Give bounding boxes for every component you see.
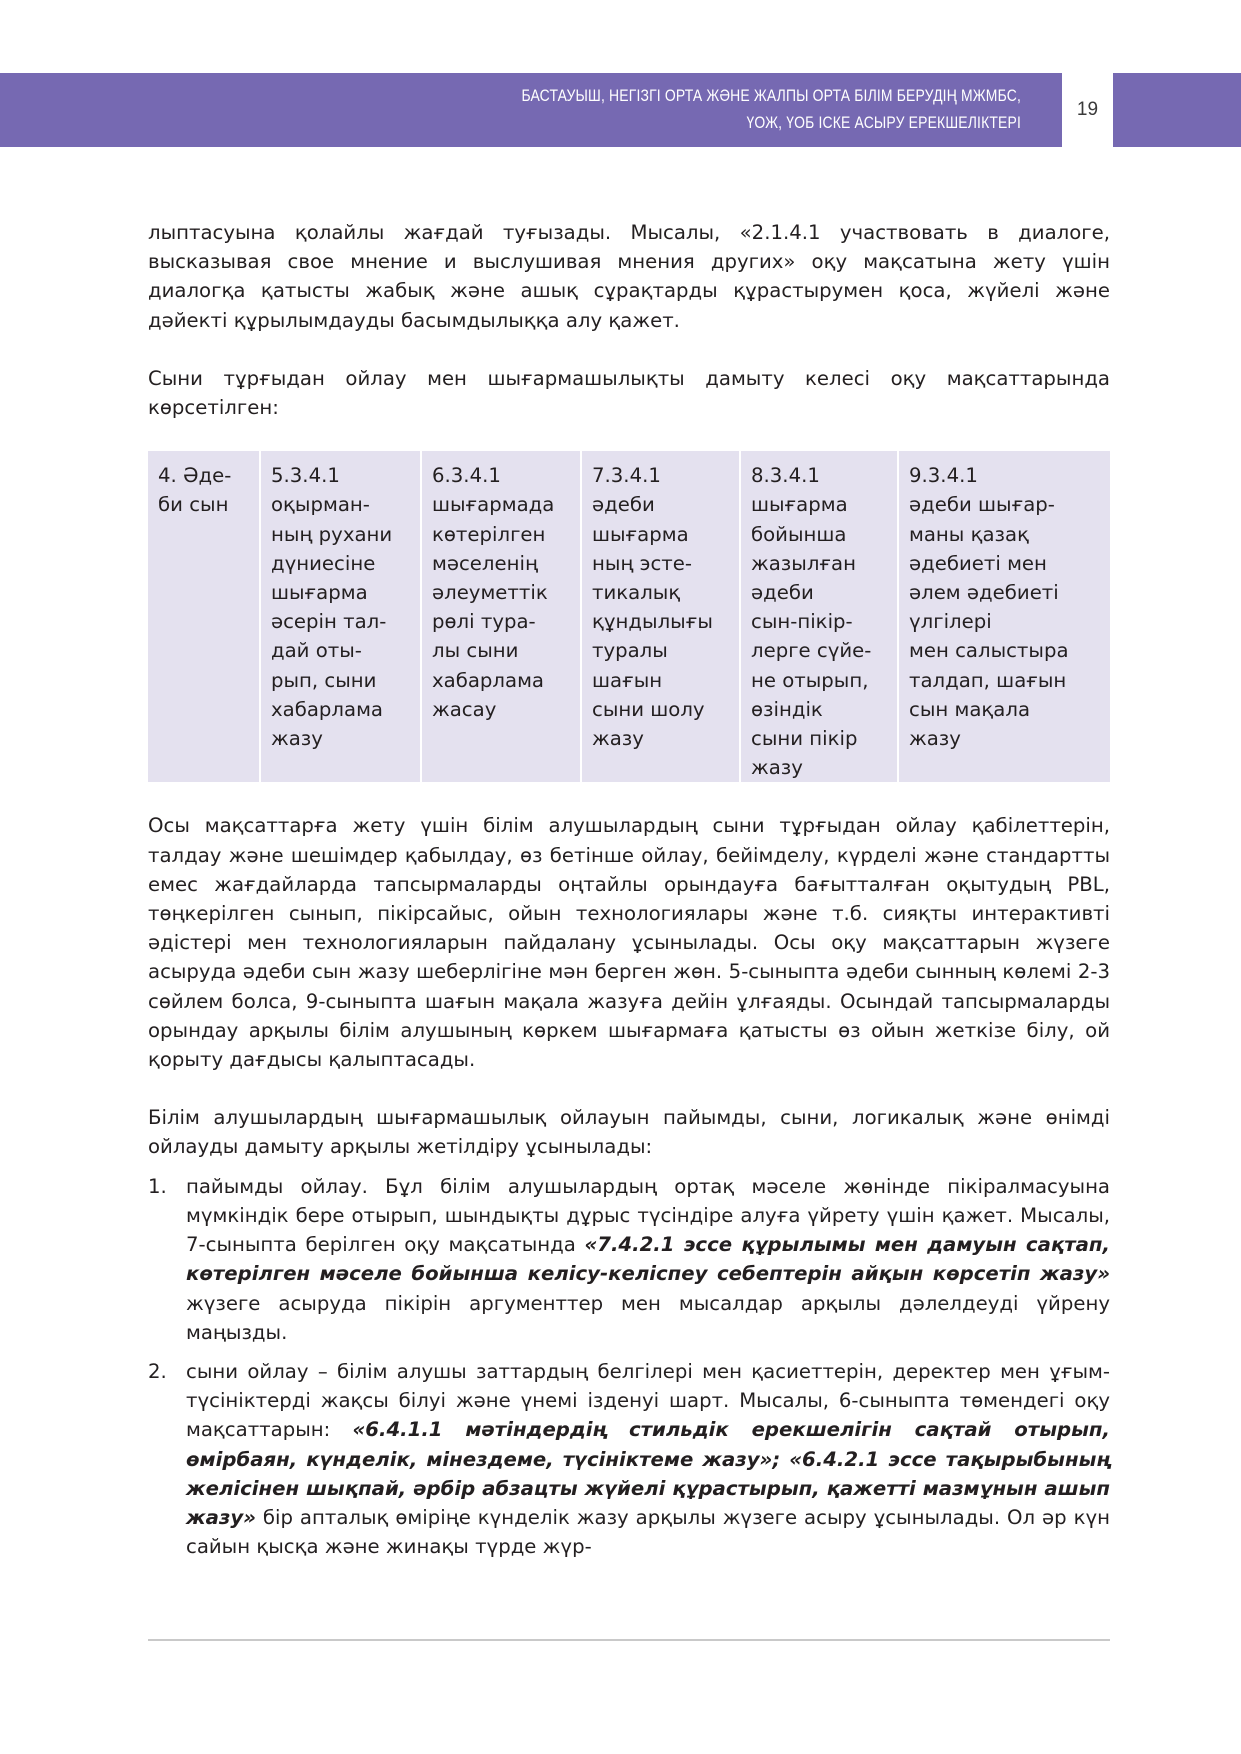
list-item bbox=[148, 1357, 1110, 1561]
running-header-line-2: ҮОЖ, ҮОБ ІСКЕ АСЫРУ ЕРЕКШЕЛІКТЕРІ bbox=[746, 113, 1021, 132]
list-item bbox=[148, 1172, 1110, 1347]
list-item-emphasis: «6.4.1.1 мәтіндердің стильдік ерекшелігін сақтай отырып, өмірбаян, күнделік, мінездеме, түсініктеме жазу»; «6.4.2.1 эссе тақырыбының желісінен шықпай, әрбір абзацты жүйелі құрастырып, қажетті мазмұнын ашып жазу» bbox=[186, 1418, 1110, 1529]
list-item-text: сыни ойлау – білім алушы заттардың белгілері мен қасиеттерін, деректер мен ұғым-түсініктерді жақсы білуі және үнемі ізденуі шарт. Мысалы, 6-сыныпта төмендегі оқу мақсаттарын: bbox=[186, 1359, 1110, 1442]
list-item-number: 2. bbox=[148, 1359, 167, 1383]
paragraph-4: Білім алушылардың шығармашылық ойлауын пайымды, сыни, логикалық және өнімді ойлауды дамыту арқылы жетілдіру ұсынылады: bbox=[148, 1106, 1110, 1159]
list-item-number: 1. bbox=[148, 1174, 167, 1198]
running-header-line-1: БАСТАУЫШ, НЕГІЗГІ ОРТА ЖӘНЕ ЖАЛПЫ ОРТА БІЛІМ БЕРУДІҢ МЖМБС, bbox=[521, 86, 1021, 105]
paragraph-3: Осы мақсаттарға жету үшін білім алушылардың сыни тұрғыдан ойлау қабілеттерін, талдау және шешімдер қабылдау, өз бетінше ойлау, бейімделу, күрделі және стандартты емес жағдайларда тапсырмаларды оңтайлы орындауға бағытталған оқытудың PBL, төңкерілген сынып, пікірсайыс, ойын технологиялары және т.б. сияқты интерактивті әдістері мен технологияларын пайдалану ұсынылады. Осы оқу мақсаттарын жүзеге асыруда әдеби сын жазу шеберлігіне мән берген жөн. 5-сыныпта әдеби сынның көлемі 2-3 сөйлем болса, 9-сыныпта шағын мақала жазуға дейін ұлғаяды. Осындай тапсырмаларды орындау арқылы білім алушының көркем шығармаға қатысты өз ойын жеткізе білу, ой қорыту дағдысы қалыптасады. bbox=[148, 814, 1110, 1072]
header-accent-block bbox=[1113, 73, 1241, 147]
table-cell-section: 4. Әде- би сын bbox=[148, 451, 260, 782]
list-item-text-continued: жүзеге асыруда пікірін аргументтер мен мысалдар арқылы дәлелдеуді үйрену маңызды. bbox=[186, 1291, 1110, 1344]
table-cell-grade-9: 9.3.4.1 әдеби шығар- маны қазақ әдебиеті мен әлем әдебиеті үлгілері мен салыстыра талдап, шағын сын мақала жазу bbox=[898, 451, 1110, 782]
learning-goals-table bbox=[148, 451, 1110, 782]
list-item-text-continued: бір апталық өміріңе күнделік жазу арқылы жүзеге асыру ұсынылады. Ол әр күн сайын қысқа және жинақы түрде жүр- bbox=[186, 1505, 1110, 1559]
footer-rule bbox=[148, 1639, 1110, 1641]
page-number: 19 bbox=[1076, 99, 1099, 120]
list-item-emphasis: «7.4.2.1 эссе құрылымы мен дамуын сақтап, көтерілген мәселе бойынша келісу-келіспеу себептерін айқын көрсетіп жазу» bbox=[186, 1233, 1111, 1286]
list-item-text: пайымды ойлау. Бұл білім алушылардың ортақ мәселе жөнінде пікіралмасуына мүмкіндік бере отырып, шындықты дұрыс түсіндіре алуға үйрету үшін қажет. Мысалы, 7-сыныпта берілген оқу мақсатында bbox=[186, 1174, 1110, 1257]
table-row bbox=[148, 451, 1110, 782]
page-content bbox=[148, 218, 1110, 1571]
paragraph-1: лыптасуына қолайлы жағдай туғызады. Мысалы, «2.1.4.1 участвовать в диалоге, высказывая свое мнение и выслушивая мнения других» оқу мақсатына жету үшін диалогқа қатысты жабық және ашық сұрақтарды құрастырумен қоса, жүйелі және дәйекті құрылымдауды басымдылыққа алу қажет. bbox=[148, 221, 1110, 332]
table-cell-grade-8: 8.3.4.1 шығарма бойынша жазылған әдеби сын-пікір- лерге сүйе- не отырып, өзіндік сыни пікір жазу bbox=[740, 451, 898, 782]
table-cell-grade-5: 5.3.4.1 оқырман- ның рухани дүниесіне шығарма әсерін тал- дай оты- рып, сыни хабарлама жазу bbox=[260, 451, 421, 782]
table-cell-grade-6: 6.3.4.1 шығармада көтерілген мәселенің әлеуметтік рөлі тура- лы сыни хабарлама жасау bbox=[421, 451, 581, 782]
numbered-list bbox=[148, 1172, 1110, 1562]
table-cell-grade-7: 7.3.4.1 әдеби шығарма ның эсте- тикалық құндылығы туралы шағын сыни шолу жазу bbox=[581, 451, 740, 782]
running-header bbox=[447, 82, 1021, 136]
paragraph-2: Сыни тұрғыдан ойлау мен шығармашылықты дамыту келесі оқу мақсаттарында көрсетілген: bbox=[148, 366, 1110, 420]
